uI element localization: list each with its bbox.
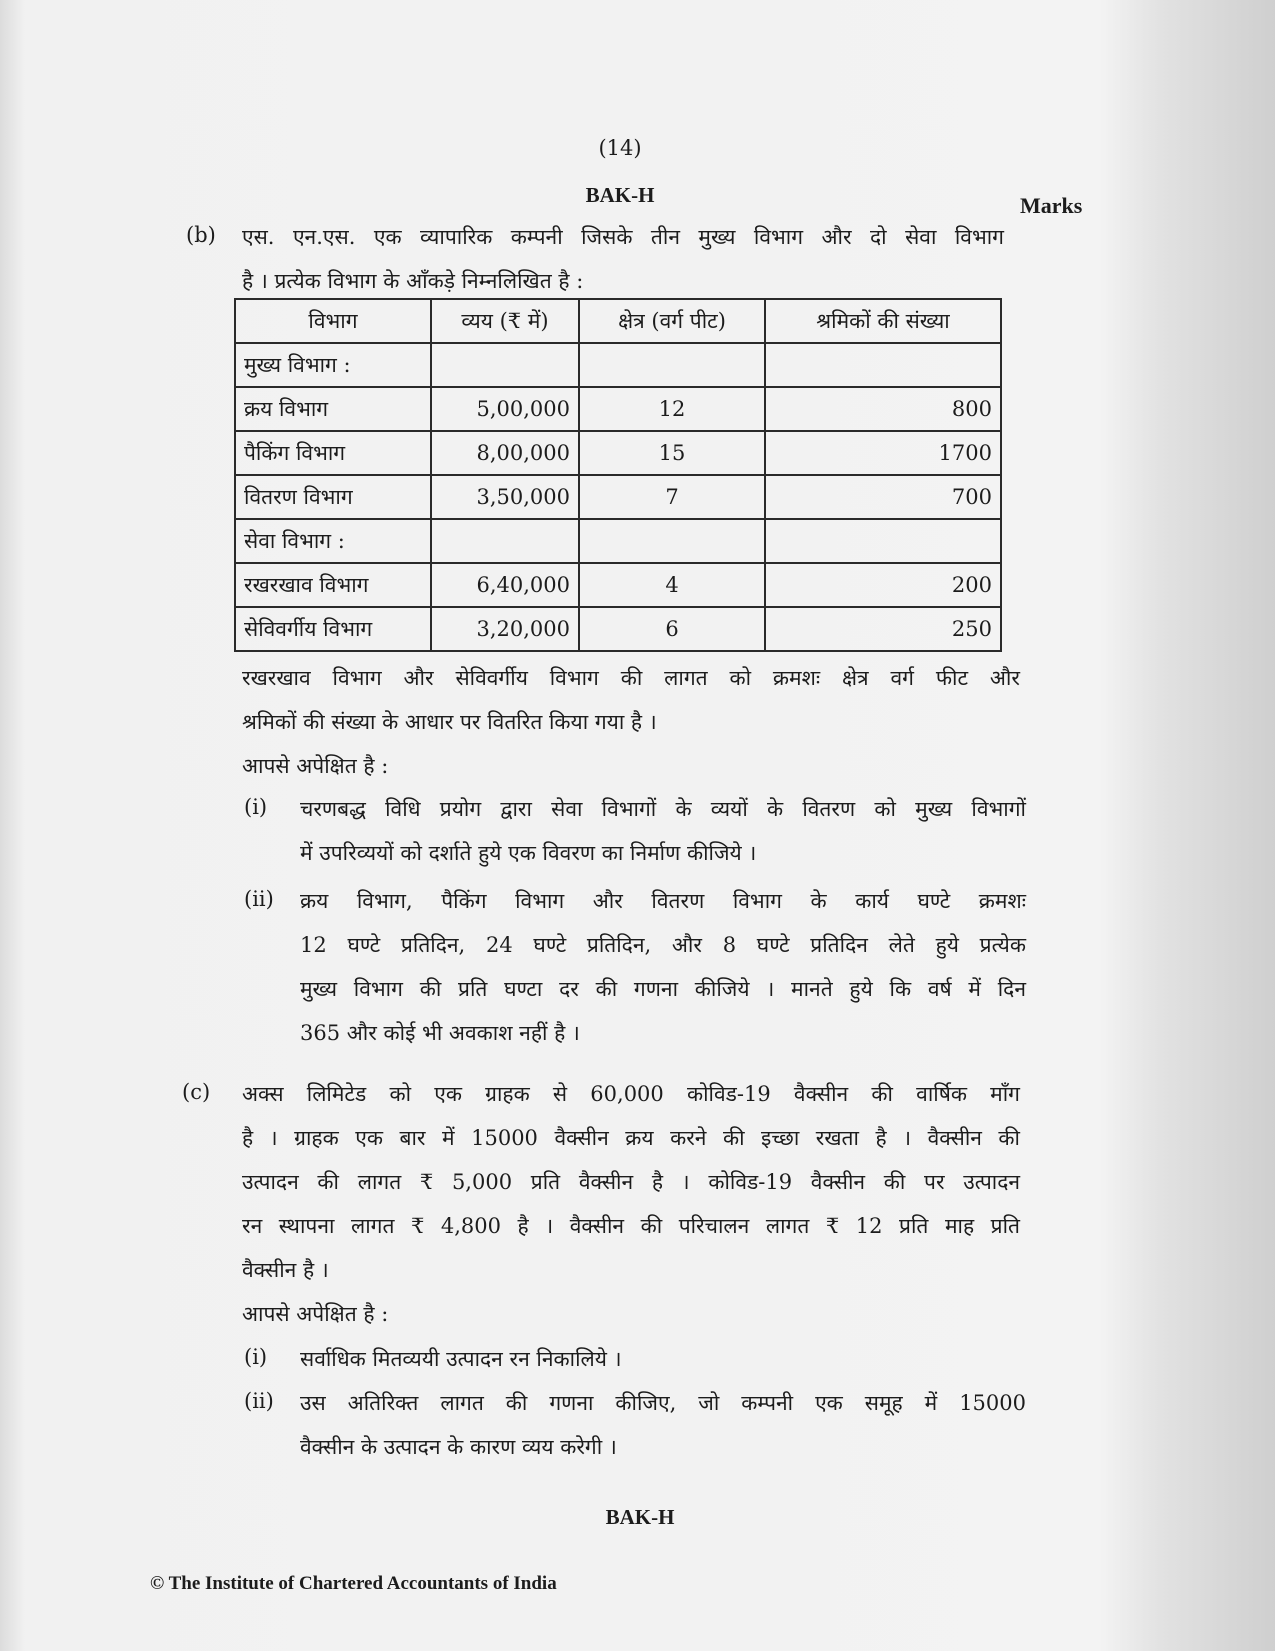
dept-area: 12 [579,387,765,431]
paper-code-header: BAK-H [585,183,655,207]
header-department: विभाग [235,299,431,343]
question-c-sub-i-text: सर्वाधिक मितव्ययी उत्पादन रन निकालिये । [300,1347,622,1371]
question-c-line3: उत्पादन की लागत ₹ 5,000 प्रति वैक्सीन है । कोविड-19 वैक्सीन की पर उत्पादन [242,1170,1020,1194]
question-b-label: (b) [186,223,216,247]
question-b-sub-ii-label: (ii) [244,887,274,911]
copyright-notice: © The Institute of Chartered Accountants of India [150,1573,557,1594]
question-c-line4: रन स्थापना लागत ₹ 4,800 है । वैक्सीन की परिचालन लागत ₹ 12 प्रति माह प्रति [242,1214,1020,1238]
question-b-note-line1: रखरखाव विभाग और सेविवर्गीय विभाग की लागत को क्रमशः क्षेत्र वर्ग फीट और [242,666,1020,690]
dept-name: पैकिंग विभाग [235,431,431,475]
question-b-sub-i-label: (i) [244,795,268,819]
header-workers: श्रमिकों की संख्या [765,299,1001,343]
table-row [235,431,1001,475]
question-b-intro-line1: एस. एन.एस. एक व्यापारिक कम्पनी जिसके तीन मुख्य विभाग और दो सेवा विभाग [242,225,1004,249]
table-row [235,607,1001,651]
question-c-label: (c) [182,1080,211,1104]
group-label-service: सेवा विभाग : [235,519,431,563]
header-expense: व्यय (₹ में) [431,299,579,343]
question-b-note-line2: श्रमिकों की संख्या के आधार पर वितरित किया गया है । [242,710,657,734]
header-area: क्षेत्र (वर्ग पीट) [579,299,765,343]
dept-name: सेविवर्गीय विभाग [235,607,431,651]
question-c-sub-ii-line2: वैक्सीन के उत्पादन के कारण व्यय करेगी । [300,1435,617,1459]
paper-code-footer: BAK-H [605,1505,675,1529]
question-b-sub-i-line2: में उपरिव्ययों को दर्शाते हुये एक विवरण का निर्माण कीजिये । [300,841,757,865]
dept-expense: 5,00,000 [431,387,579,431]
dept-workers: 800 [765,387,1001,431]
marks-heading: Marks [1020,193,1083,218]
question-b-intro-line2: है । प्रत्येक विभाग के आँकड़े निम्नलिखित है : [242,269,584,293]
table-row [235,475,1001,519]
table-group-row [235,343,1001,387]
question-c-sub-ii-label: (ii) [244,1389,274,1413]
question-c-required: आपसे अपेक्षित है : [242,1302,389,1326]
table-group-row [235,519,1001,563]
page-number: (14) [598,136,642,160]
table-row [235,563,1001,607]
dept-area: 15 [579,431,765,475]
question-b-sub-i-line1: चरणबद्ध विधि प्रयोग द्वारा सेवा विभागों के व्ययों के वितरण को मुख्य विभागों [300,797,1026,821]
question-b-required: आपसे अपेक्षित है : [242,754,389,778]
dept-area: 7 [579,475,765,519]
table-header-row [235,299,1001,343]
question-c-sub-ii-line1: उस अतिरिक्त लागत की गणना कीजिए, जो कम्पनी एक समूह में 15000 [300,1391,1026,1415]
question-c-line5: वैक्सीन है । [242,1258,329,1282]
dept-workers: 250 [765,607,1001,651]
dept-workers: 700 [765,475,1001,519]
dept-name: क्रय विभाग [235,387,431,431]
question-b-sub-ii-line3: मुख्य विभाग की प्रति घण्टा दर की गणना कीजिये । मानते हुये कि वर्ष में दिन [300,977,1026,1001]
dept-expense: 8,00,000 [431,431,579,475]
dept-name: वितरण विभाग [235,475,431,519]
group-label-main: मुख्य विभाग : [235,343,431,387]
question-b-sub-ii-line4: 365 और कोई भी अवकाश नहीं है । [300,1021,580,1045]
question-b-sub-ii-line1: क्रय विभाग, पैकिंग विभाग और वितरण विभाग के कार्य घण्टे क्रमशः [300,889,1026,913]
question-c-sub-i-label: (i) [244,1345,268,1369]
dept-expense: 3,50,000 [431,475,579,519]
dept-expense: 6,40,000 [431,563,579,607]
dept-area: 4 [579,563,765,607]
dept-expense: 3,20,000 [431,607,579,651]
dept-workers: 1700 [765,431,1001,475]
dept-area: 6 [579,607,765,651]
question-b-sub-ii-line2: 12 घण्टे प्रतिदिन, 24 घण्टे प्रतिदिन, और 8 घण्टे प्रतिदिन लेते हुये प्रत्येक [300,933,1026,957]
question-c-line1: अक्स लिमिटेड को एक ग्राहक से 60,000 कोविड-19 वैक्सीन की वार्षिक माँग [242,1082,1020,1106]
table-row [235,387,1001,431]
dept-workers: 200 [765,563,1001,607]
dept-name: रखरखाव विभाग [235,563,431,607]
question-c-line2: है । ग्राहक एक बार में 15000 वैक्सीन क्रय करने की इच्छा रखता है । वैक्सीन की [242,1126,1020,1150]
department-data-table [234,298,1002,652]
